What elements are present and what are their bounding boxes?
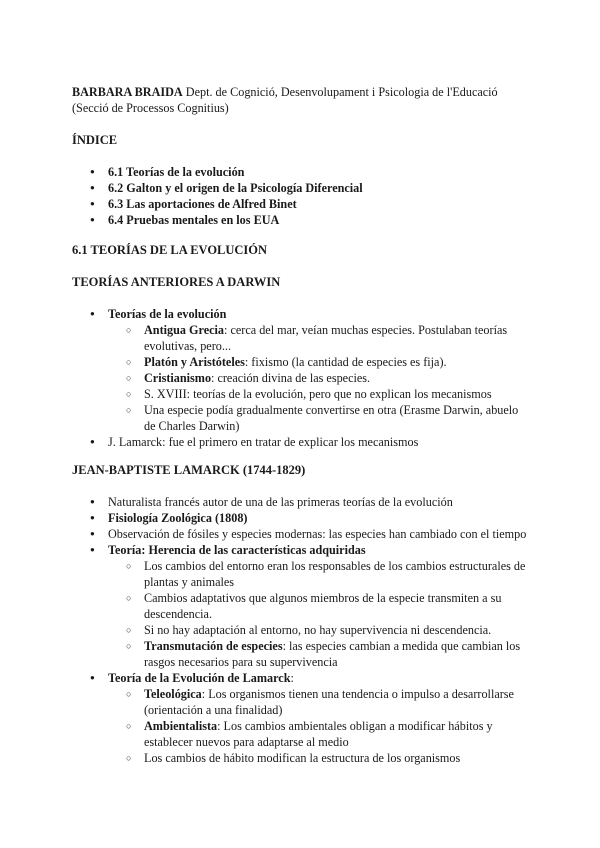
index-item — [90, 164, 532, 180]
sub-list-item — [126, 638, 532, 670]
list-item — [90, 434, 532, 450]
sub-list-item — [126, 718, 532, 750]
sub-list — [126, 686, 532, 766]
sub-list-item — [126, 686, 532, 718]
index-item-label: 6.1 Teorías de la evolución — [108, 165, 245, 179]
index-item-label: 6.3 Las aportaciones de Alfred Binet — [108, 197, 297, 211]
sub-item-bold: Antigua Grecia — [144, 323, 225, 337]
sub-list-item — [126, 750, 532, 766]
index-item-label: 6.4 Pruebas mentales en los EUA — [108, 213, 280, 227]
sub-item-bold: Ambientalista — [144, 719, 218, 733]
sub-list-item — [126, 354, 532, 370]
list-item-text: Naturalista francés autor de una de las primeras teorías de la evolución — [108, 495, 453, 509]
author-dept: Dept. de Cognició, Desenvolupament i Psicologia de l'Educació (Secció de Processos Cognitius) — [72, 85, 498, 115]
sub-list — [126, 558, 532, 670]
sub-list-item — [126, 590, 532, 622]
list-item — [90, 670, 532, 766]
list-item-bold: Teoría: Herencia de las características adquiridas — [108, 543, 366, 557]
section-title: 6.1 TEORÍAS DE LA EVOLUCIÓN — [72, 243, 268, 257]
sub-item-bold: Teleológica — [144, 687, 202, 701]
sub-item-text: : Los cambios ambientales obligan a modificar hábitos y establecer nuevos para adaptarse al medio — [144, 719, 493, 749]
list-item — [90, 526, 532, 542]
index-list — [90, 164, 532, 228]
list-item-bold: Fisiología Zoológica (1808) — [108, 511, 248, 525]
sub-item-bold: Platón y Aristóteles — [144, 355, 245, 369]
list-item — [90, 494, 532, 510]
sub-list-item — [126, 322, 532, 354]
sub-item-text: : cerca del mar, veían muchas especies. Postulaban teorías evolutivas, pero... — [144, 323, 508, 353]
list-item — [90, 510, 532, 526]
sub-list-item — [126, 402, 532, 434]
evolution-list — [90, 306, 532, 450]
sub-list-item — [126, 622, 532, 638]
sub-item-text: Una especie podía gradualmente convertirse en otra (Erasme Darwin, abuelo de Charles Darwin) — [144, 403, 519, 433]
list-item-text: J. Lamarck: fue el primero en tratar de explicar los mecanismos — [108, 435, 419, 449]
sub-list — [126, 322, 532, 434]
sub-item-text: Cambios adaptativos que algunos miembros de la especie transmiten a su descendencia. — [144, 591, 502, 621]
sub-list-item — [126, 386, 532, 402]
index-item-label: 6.2 Galton y el origen de la Psicología Diferencial — [108, 181, 363, 195]
sub-item-text: : Los organismos tienen una tendencia o impulso a desarrollarse (orientación a una finalidad) — [144, 687, 514, 717]
lamarck-title: JEAN-BAPTISTE LAMARCK (1744-1829) — [72, 463, 306, 477]
list-item-title: Teorías de la evolución — [108, 307, 227, 321]
lamarck-list — [90, 494, 532, 766]
sub-item-text: Si no hay adaptación al entorno, no hay supervivencia ni descendencia. — [144, 623, 492, 637]
sub-list-item — [126, 370, 532, 386]
index-item — [90, 196, 532, 212]
sub-item-text: Los cambios de hábito modifican la estructura de los organismos — [144, 751, 461, 765]
index-item — [90, 180, 532, 196]
list-item-bold: Teoría de la Evolución de Lamarck — [108, 671, 291, 685]
sub-item-bold: Cristianismo — [144, 371, 212, 385]
sub-item-text: : fixismo (la cantidad de especies es fija). — [244, 355, 447, 369]
sub-item-text: : las especies cambian a medida que cambian los rasgos necesarios para su supervivencia — [144, 639, 521, 669]
index-item — [90, 212, 532, 228]
sub-item-bold: Transmutación de especies — [144, 639, 283, 653]
sub-item-text: Los cambios del entorno eran los responsables de los cambios estructurales de plantas y animales — [144, 559, 526, 589]
list-item — [90, 306, 532, 434]
author-name: BARBARA BRAIDA — [72, 85, 183, 99]
author-header — [72, 84, 532, 116]
list-item-text: : — [290, 671, 294, 685]
list-item-text: Observación de fósiles y especies modernas: las especies han cambiado con el tiempo — [108, 527, 527, 541]
index-title: ÍNDICE — [72, 133, 118, 147]
sub-item-text: : creación divina de las especies. — [211, 371, 371, 385]
sub-item-text: S. XVIII: teorías de la evolución, pero que no explican los mecanismos — [144, 387, 492, 401]
section-subtitle: TEORÍAS ANTERIORES A DARWIN — [72, 275, 281, 289]
sub-list-item — [126, 558, 532, 590]
document-page — [72, 84, 532, 766]
list-item — [90, 542, 532, 670]
